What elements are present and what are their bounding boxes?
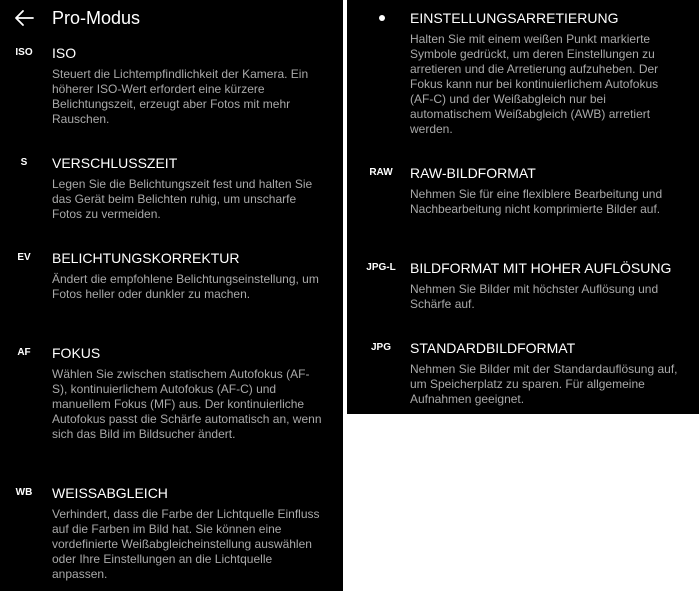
header xyxy=(0,0,343,36)
raw-tag: RAW xyxy=(369,167,393,178)
entry-title: FOKUS xyxy=(52,345,101,361)
entry-title: RAW-BILDFORMAT xyxy=(410,165,536,181)
dot-icon xyxy=(379,15,385,21)
entry-title: STANDARDBILDFORMAT xyxy=(410,340,576,356)
entry-title: BILDFORMAT MIT HOHER AUFLÖSUNG xyxy=(410,260,672,276)
right-panel xyxy=(347,0,699,414)
entry-description: Nehmen Sie für eine flexiblere Bearbeitung und Nachbearbeitung nicht komprimierte Bilder auf. xyxy=(410,187,663,216)
jpg-tag: JPG xyxy=(370,342,391,353)
entry-title: BELICHTUNGSKORREKTUR xyxy=(52,250,240,266)
entry-title: WEISSABGLEICH xyxy=(52,485,168,501)
entry-description: Ändert die empfohlene Belichtungseinstellung, um Fotos heller oder dunkler zu machen. xyxy=(52,272,319,301)
entry-description: Halten Sie mit einem weißen Punkt markierte Symbole gedrückt, um deren Einstellungen zu arretieren und die Arretierung aufzuheben. Der Fokus kann nur bei kontinuierlichem Autofokus (AF-C) und der Weißabgleich nur bei automatischem Weißabgleich (AWB) arretiert werden. xyxy=(410,32,659,136)
entry-description: Steuert die Lichtempfindlichkeit der Kamera. Ein höherer ISO-Wert erfordert eine kürzere Belichtungszeit, erzeugt aber Fotos mit mehr Rauschen. xyxy=(52,67,309,126)
entry-title: VERSCHLUSSZEIT xyxy=(52,155,178,171)
entry-description: Nehmen Sie Bilder mit der Standardauflösung auf, um Speicherplatz zu sparen. Für allgemeine Aufnahmen geeignet. xyxy=(410,362,678,406)
arrow-left-icon[interactable] xyxy=(12,6,36,30)
iso-tag: ISO xyxy=(15,47,33,58)
entry-description: Wählen Sie zwischen statischem Autofokus (AF-S), kontinuierlichem Autofokus (AF-C) und manuellem Fokus (MF) aus. Der kontinuierliche Autofokus passt die Schärfe automatisch an, wenn sich das Bild im Bildsucher ändert. xyxy=(52,367,322,441)
focus-tag: AF xyxy=(17,347,31,358)
page-title: Pro-Modus xyxy=(52,8,141,28)
left-panel xyxy=(0,0,343,591)
entry-description: Legen Sie die Belichtungszeit fest und halten Sie das Gerät beim Belichten ruhig, um unscharfe Fotos zu vermeiden. xyxy=(52,177,313,221)
entry-description: Verhindert, dass die Farbe der Lichtquelle Einfluss auf die Farben im Bild hat. Sie können eine vordefinierte Weißabgleicheinstellung auswählen oder Ihre Einstellungen an die Lichtquelle anpassen. xyxy=(52,507,320,581)
entry-title: ISO xyxy=(52,45,77,61)
jpg-l-tag: JPG-L xyxy=(366,262,396,273)
entry-description: Nehmen Sie Bilder mit höchster Auflösung und Schärfe auf. xyxy=(410,282,659,311)
entry-title: EINSTELLUNGSARRETIERUNG xyxy=(410,10,619,26)
exposure-tag: EV xyxy=(17,252,31,263)
shutter-tag: S xyxy=(20,157,28,168)
white-balance-tag: WB xyxy=(15,487,33,498)
